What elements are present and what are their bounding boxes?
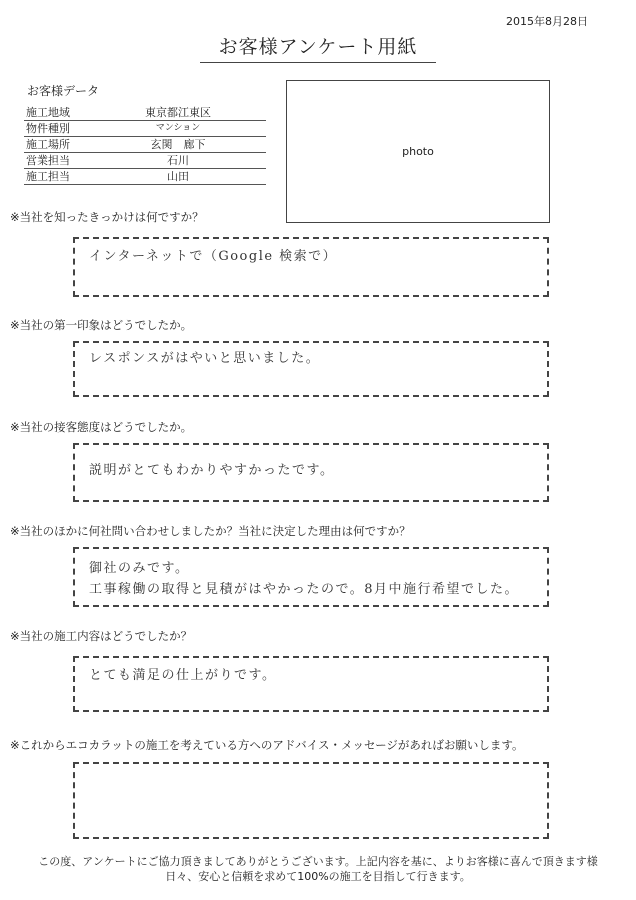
info-label: 営業担当 — [26, 154, 70, 167]
question-4: ※当社のほかに何社問い合わせしましたか？当社に決定した理由は何ですか？ — [10, 524, 411, 538]
info-value: 玄関 廊下 — [150, 138, 206, 151]
info-label: 施工地域 — [26, 106, 70, 119]
info-label: 施工場所 — [26, 138, 70, 151]
answer-box-2 — [73, 341, 549, 397]
answer-text-1: インターネットで（Google 検索で） — [89, 249, 338, 264]
answer-text-4-line-1: 御社のみです。 — [89, 561, 190, 576]
info-row-sales-rep — [24, 153, 266, 169]
info-value: 東京都江東区 — [145, 106, 211, 119]
question-3: ※当社の接客態度はどうでしたか。 — [10, 420, 193, 434]
info-row-area — [24, 105, 266, 121]
answer-box-6 — [73, 762, 549, 839]
photo-placeholder — [286, 80, 550, 223]
answer-text-3: 説明がとてもわかりやすかったです。 — [89, 463, 335, 478]
answer-box-4 — [73, 547, 549, 607]
footer-message — [0, 854, 636, 884]
page-title: お客様アンケート用紙 — [200, 32, 436, 63]
info-label: 施工担当 — [26, 170, 70, 183]
answer-text-2: レスポンスがはやいと思いました。 — [89, 351, 321, 366]
footer-line-2: 日々、安心と信頼を求めて100%の施工を目指して行きます。 — [165, 870, 471, 883]
info-row-property-type — [24, 121, 266, 137]
question-1: ※当社を知ったきっかけは何ですか？ — [10, 210, 204, 224]
footer-line-1: この度、アンケートにご協力頂きましてありがとうございます。上記内容を基に、よりお客様に喜んで頂きます様 — [38, 855, 598, 868]
info-value: 山田 — [167, 170, 189, 183]
answer-box-5 — [73, 656, 549, 712]
info-label: 物件種別 — [26, 122, 70, 135]
answer-text-4-line-2: 工事稼働の取得と見積がはやかったので。8月中施行希望でした。 — [89, 582, 520, 597]
answer-text-5: とても満足の仕上がりです。 — [89, 668, 277, 683]
question-5: ※当社の施工内容はどうでしたか？ — [10, 629, 193, 643]
info-row-installer — [24, 169, 266, 185]
question-6: ※これからエコカラットの施工を考えている方へのアドバイス・メッセージがあればお願いします。 — [10, 738, 524, 752]
info-row-location — [24, 137, 266, 153]
customer-info-table — [24, 105, 266, 185]
customer-data-heading: お客様データ — [27, 84, 100, 98]
info-value: 石川 — [167, 154, 189, 167]
question-2: ※当社の第一印象はどうでしたか。 — [10, 318, 193, 332]
info-value: マンション — [155, 123, 201, 133]
photo-label: photo — [402, 145, 434, 158]
answer-box-1 — [73, 237, 549, 297]
answer-box-3 — [73, 443, 549, 502]
survey-date: 2015年8月28日 — [506, 15, 588, 28]
